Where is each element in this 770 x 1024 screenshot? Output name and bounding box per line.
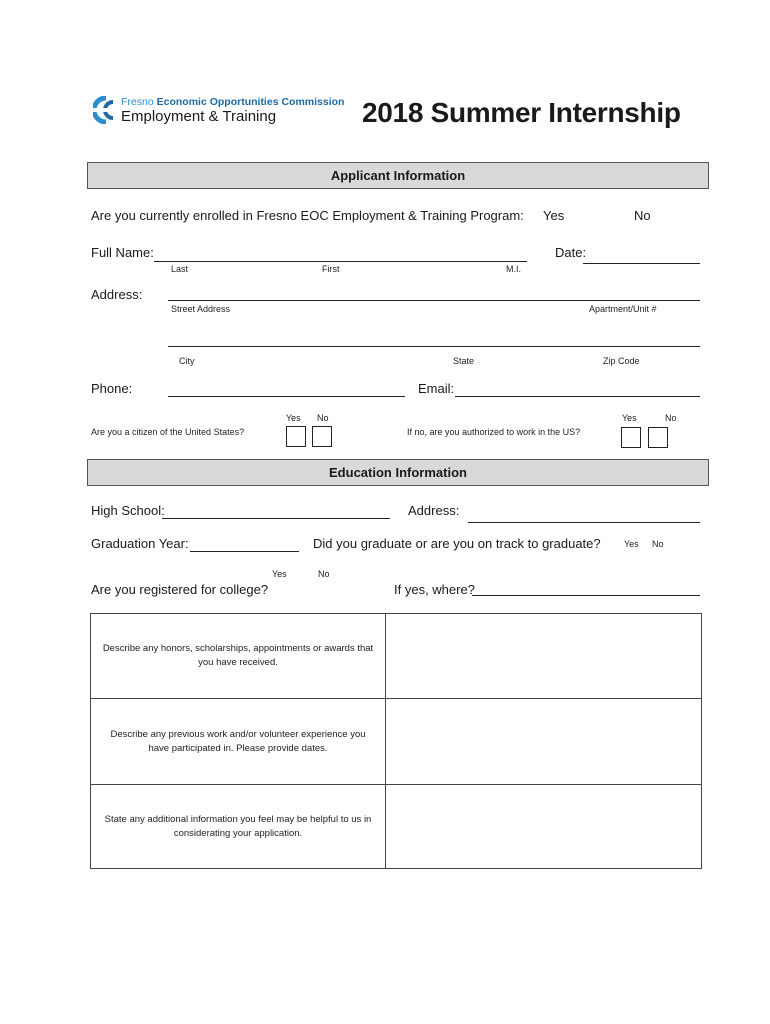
graduate-yes-option[interactable]: Yes (624, 539, 639, 549)
authorized-no-checkbox[interactable] (648, 427, 668, 448)
college-where-field[interactable] (472, 595, 700, 596)
graduate-no-option[interactable]: No (652, 539, 664, 549)
state-caption: State (453, 356, 475, 366)
logo-mark-icon (93, 96, 119, 124)
graduation-year-label: Graduation Year: (91, 536, 189, 551)
education-section-header: Education Information (87, 459, 709, 486)
college-question: Are you registered for college? (91, 582, 269, 597)
zip-caption: Zip Code (603, 356, 640, 366)
citizen-yes-checkbox[interactable] (286, 426, 306, 447)
city-caption: City (179, 356, 195, 366)
citizen-no-caption: No (317, 413, 329, 423)
additional-info-question: State any additional information you feel may be helpful to us in considerating your application. (104, 813, 372, 839)
citizen-yes-caption: Yes (286, 413, 301, 423)
graduation-year-field[interactable] (190, 551, 299, 552)
authorized-question: If no, are you authorized to work in the US? (407, 427, 581, 437)
name-mi-caption: M.I. (506, 264, 521, 274)
authorized-yes-checkbox[interactable] (621, 427, 641, 448)
high-school-label: High School: (91, 503, 165, 518)
city-state-zip-field[interactable] (168, 346, 700, 347)
name-last-caption: Last (171, 264, 189, 274)
college-where-label: If yes, where? (394, 582, 475, 597)
logo-line1: Fresno Economic Opportunities Commission (121, 96, 345, 108)
logo (93, 96, 345, 130)
citizen-no-checkbox[interactable] (312, 426, 332, 447)
additional-info-answer-field[interactable] (386, 785, 701, 868)
authorized-yes-caption: Yes (622, 413, 637, 423)
experience-question: Describe any previous work and/or volunteer experience you have participated in. Please provide dates. (110, 728, 366, 754)
graduate-question: Did you graduate or are you on track to graduate? (313, 536, 601, 551)
date-field[interactable] (583, 263, 700, 264)
full-name-label: Full Name: (91, 245, 154, 260)
email-label: Email: (418, 381, 455, 396)
citizen-question: Are you a citizen of the United States? (91, 427, 245, 437)
email-field[interactable] (455, 396, 700, 397)
authorized-no-caption: No (665, 413, 677, 423)
page-title: 2018 Summer Internship (362, 97, 681, 128)
honors-answer-field[interactable] (386, 614, 701, 698)
high-school-field[interactable] (162, 518, 390, 519)
phone-field[interactable] (168, 396, 405, 397)
applicant-section-header: Applicant Information (87, 162, 709, 189)
school-address-field[interactable] (468, 522, 700, 523)
apartment-caption: Apartment/Unit # (589, 304, 657, 314)
name-first-caption: First (322, 264, 340, 274)
college-yes-option[interactable]: Yes (272, 569, 287, 579)
college-no-option[interactable]: No (318, 569, 330, 579)
phone-label: Phone: (91, 381, 133, 396)
experience-answer-field[interactable] (386, 699, 701, 784)
enrolled-yes-option[interactable]: Yes (543, 208, 565, 223)
full-name-field[interactable] (154, 261, 527, 262)
date-label: Date: (555, 245, 587, 260)
school-address-label: Address: (408, 503, 460, 518)
street-address-caption: Street Address (171, 304, 231, 314)
enrolled-no-option[interactable]: No (634, 208, 651, 223)
address-label: Address: (91, 287, 143, 302)
street-address-field[interactable] (168, 300, 700, 301)
honors-question: Describe any honors, scholarships, appointments or awards that you have received. (102, 643, 374, 668)
questions-table (90, 613, 702, 869)
enrolled-question: Are you currently enrolled in Fresno EOC Employment & Training Program: (91, 208, 524, 223)
logo-line2: Employment & Training (121, 108, 277, 125)
